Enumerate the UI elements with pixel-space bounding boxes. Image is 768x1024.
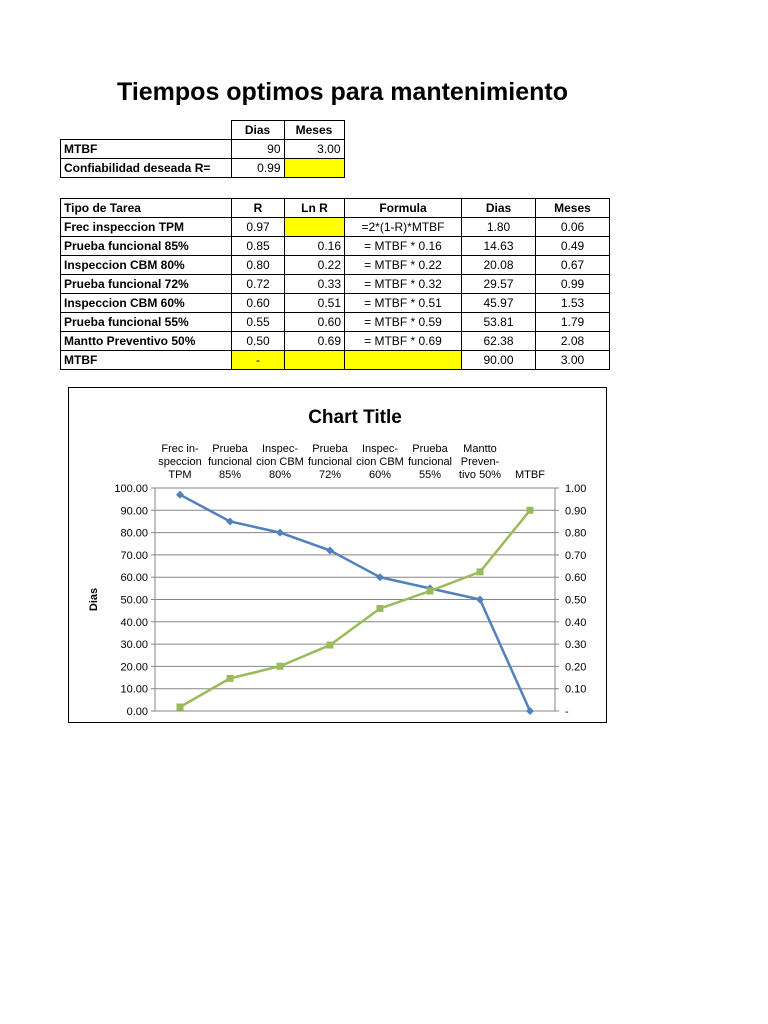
- y-tick-label: 0.00: [126, 706, 148, 718]
- data-point: [327, 642, 334, 649]
- cell[interactable]: = MTBF * 0.32: [345, 275, 462, 294]
- y-tick-label: 90.00: [120, 505, 148, 518]
- cell[interactable]: 0.85: [232, 237, 285, 256]
- cell[interactable]: Mantto Preventivo 50%: [61, 332, 232, 351]
- y-tick-label: 80.00: [120, 527, 148, 540]
- data-point: [427, 588, 434, 595]
- cell[interactable]: 3.00: [284, 140, 344, 159]
- x-tick-label: cion CBM: [256, 456, 304, 468]
- summary-table: [60, 120, 345, 178]
- cell[interactable]: 2.08: [536, 332, 610, 351]
- cell[interactable]: = MTBF * 0.59: [345, 313, 462, 332]
- y2-tick-label: 0.10: [565, 683, 587, 696]
- cell[interactable]: Inspeccion CBM 80%: [61, 256, 232, 275]
- y2-tick-label: 0.40: [565, 616, 587, 629]
- cell[interactable]: 1.79: [536, 313, 610, 332]
- y2-tick-label: 0.80: [565, 527, 587, 540]
- table-row: [61, 140, 345, 159]
- cell[interactable]: 0.33: [285, 275, 345, 294]
- header-cell[interactable]: R: [232, 199, 285, 218]
- cell[interactable]: 0.72: [232, 275, 285, 294]
- cell[interactable]: 0.67: [536, 256, 610, 275]
- cell[interactable]: 0.60: [285, 313, 345, 332]
- cell[interactable]: 14.63: [462, 237, 536, 256]
- x-tick-label: tivo 50%: [458, 469, 502, 481]
- chart-title: Chart Title: [308, 407, 402, 428]
- x-tick-label: 80%: [268, 469, 292, 481]
- data-point: [227, 675, 234, 682]
- x-tick-label: cion CBM: [356, 456, 404, 468]
- cell[interactable]: Frec inspeccion TPM: [61, 218, 232, 237]
- cell[interactable]: Confiabilidad deseada R=: [61, 159, 232, 178]
- x-tick-label: 85%: [218, 469, 242, 481]
- header-cell[interactable]: Meses: [284, 121, 344, 140]
- cell[interactable]: MTBF: [61, 351, 232, 370]
- cell[interactable]: 1.80: [462, 218, 536, 237]
- x-tick-label: Mantto: [463, 443, 497, 455]
- data-point: [277, 663, 284, 670]
- table-row: [61, 237, 610, 256]
- cell[interactable]: Inspeccion CBM 60%: [61, 294, 232, 313]
- x-tick-label: TPM: [168, 469, 192, 481]
- y2-tick-label: 0.60: [565, 572, 587, 585]
- data-point: [476, 596, 484, 604]
- highlighted-cell[interactable]: [284, 159, 344, 178]
- cell[interactable]: 0.99: [231, 159, 284, 178]
- cell[interactable]: 0.22: [285, 256, 345, 275]
- header-cell[interactable]: Dias: [231, 121, 284, 140]
- x-tick-label: 55%: [418, 469, 442, 481]
- y-axis-label: Dias: [88, 587, 100, 612]
- y2-tick-label: 1.00: [565, 483, 587, 495]
- x-tick-label: Prueba: [312, 443, 348, 455]
- header-cell[interactable]: Dias: [462, 199, 536, 218]
- cell[interactable]: 20.08: [462, 256, 536, 275]
- chart-container[interactable]: [68, 387, 607, 723]
- table-row: [61, 218, 610, 237]
- data-point: [477, 568, 484, 575]
- x-tick-label: funcional: [207, 456, 253, 468]
- cell[interactable]: 0.80: [232, 256, 285, 275]
- cell[interactable]: 45.97: [462, 294, 536, 313]
- cell[interactable]: 29.57: [462, 275, 536, 294]
- table-row: [61, 275, 610, 294]
- header-cell-empty[interactable]: [61, 121, 232, 140]
- y2-tick-label: 0.50: [565, 594, 587, 607]
- x-tick-label: Inspec-: [261, 443, 299, 455]
- table-row: [61, 121, 345, 140]
- cell[interactable]: = MTBF * 0.69: [345, 332, 462, 351]
- x-tick-label: Frec in-: [161, 443, 199, 455]
- cell[interactable]: 0.06: [536, 218, 610, 237]
- x-tick-label: Inspec-: [361, 443, 399, 455]
- y2-tick-label: -: [565, 706, 569, 718]
- table-row: [61, 159, 345, 178]
- data-point: [526, 707, 534, 715]
- y-tick-label: 20.00: [120, 661, 148, 674]
- data-point: [377, 605, 384, 612]
- table-row: [61, 199, 610, 218]
- cell[interactable]: 0.49: [536, 237, 610, 256]
- y2-tick-label: 0.30: [565, 639, 587, 652]
- data-point: [276, 529, 284, 537]
- x-tick-label: funcional: [407, 456, 453, 468]
- cell[interactable]: Prueba funcional 55%: [61, 313, 232, 332]
- x-tick-label: 72%: [318, 469, 342, 481]
- y-tick-label: 50.00: [120, 594, 148, 607]
- table-row: [61, 332, 610, 351]
- cell[interactable]: 0.69: [285, 332, 345, 351]
- header-cell[interactable]: Ln R: [285, 199, 345, 218]
- cell[interactable]: 90: [231, 140, 284, 159]
- line-chart: [69, 388, 606, 722]
- x-tick-label: Prueba: [212, 443, 248, 455]
- cell[interactable]: 0.60: [232, 294, 285, 313]
- cell[interactable]: = MTBF * 0.22: [345, 256, 462, 275]
- table-row: [61, 256, 610, 275]
- highlighted-cell[interactable]: [345, 351, 462, 370]
- cell[interactable]: 53.81: [462, 313, 536, 332]
- table-row: [61, 294, 610, 313]
- x-tick-label: Prueba: [412, 443, 448, 455]
- cell[interactable]: 1.53: [536, 294, 610, 313]
- header-cell[interactable]: Formula: [345, 199, 462, 218]
- cell[interactable]: 0.97: [232, 218, 285, 237]
- cell[interactable]: 90.00: [462, 351, 536, 370]
- header-cell[interactable]: Meses: [536, 199, 610, 218]
- y2-tick-label: 0.20: [565, 661, 587, 674]
- cell[interactable]: Prueba funcional 72%: [61, 275, 232, 294]
- cell[interactable]: 62.38: [462, 332, 536, 351]
- highlighted-cell[interactable]: [285, 351, 345, 370]
- cell[interactable]: 3.00: [536, 351, 610, 370]
- x-tick-label: speccion: [158, 456, 202, 468]
- x-tick-label: MTBF: [515, 469, 545, 481]
- page-title: Tiempos optimos para mantenimiento: [117, 78, 569, 106]
- y-tick-label: 30.00: [120, 639, 148, 652]
- table-row: [61, 351, 610, 370]
- y-tick-label: 100.00: [114, 483, 148, 495]
- highlighted-cell[interactable]: [285, 218, 345, 237]
- cell[interactable]: MTBF: [61, 140, 232, 159]
- y-tick-label: 10.00: [120, 683, 148, 696]
- cell[interactable]: 0.51: [285, 294, 345, 313]
- cell[interactable]: 0.50: [232, 332, 285, 351]
- tasks-table: [60, 198, 610, 370]
- cell[interactable]: = MTBF * 0.16: [345, 237, 462, 256]
- y-tick-label: 60.00: [120, 572, 148, 585]
- cell[interactable]: Prueba funcional 85%: [61, 237, 232, 256]
- x-tick-label: Preven-: [460, 456, 500, 468]
- cell[interactable]: 0.16: [285, 237, 345, 256]
- y2-tick-label: 0.90: [565, 505, 587, 518]
- cell[interactable]: 0.55: [232, 313, 285, 332]
- header-cell[interactable]: Tipo de Tarea: [61, 199, 232, 218]
- y-tick-label: 70.00: [120, 549, 148, 562]
- table-row: [61, 313, 610, 332]
- y-tick-label: 40.00: [120, 616, 148, 629]
- y2-tick-label: 0.70: [565, 549, 587, 562]
- highlighted-cell[interactable]: -: [232, 351, 285, 370]
- data-point: [177, 703, 184, 710]
- data-point: [527, 507, 534, 514]
- x-tick-label: funcional: [307, 456, 353, 468]
- cell[interactable]: 0.99: [536, 275, 610, 294]
- cell[interactable]: =2*(1-R)*MTBF: [345, 218, 462, 237]
- cell[interactable]: = MTBF * 0.51: [345, 294, 462, 313]
- x-tick-label: 60%: [368, 469, 392, 481]
